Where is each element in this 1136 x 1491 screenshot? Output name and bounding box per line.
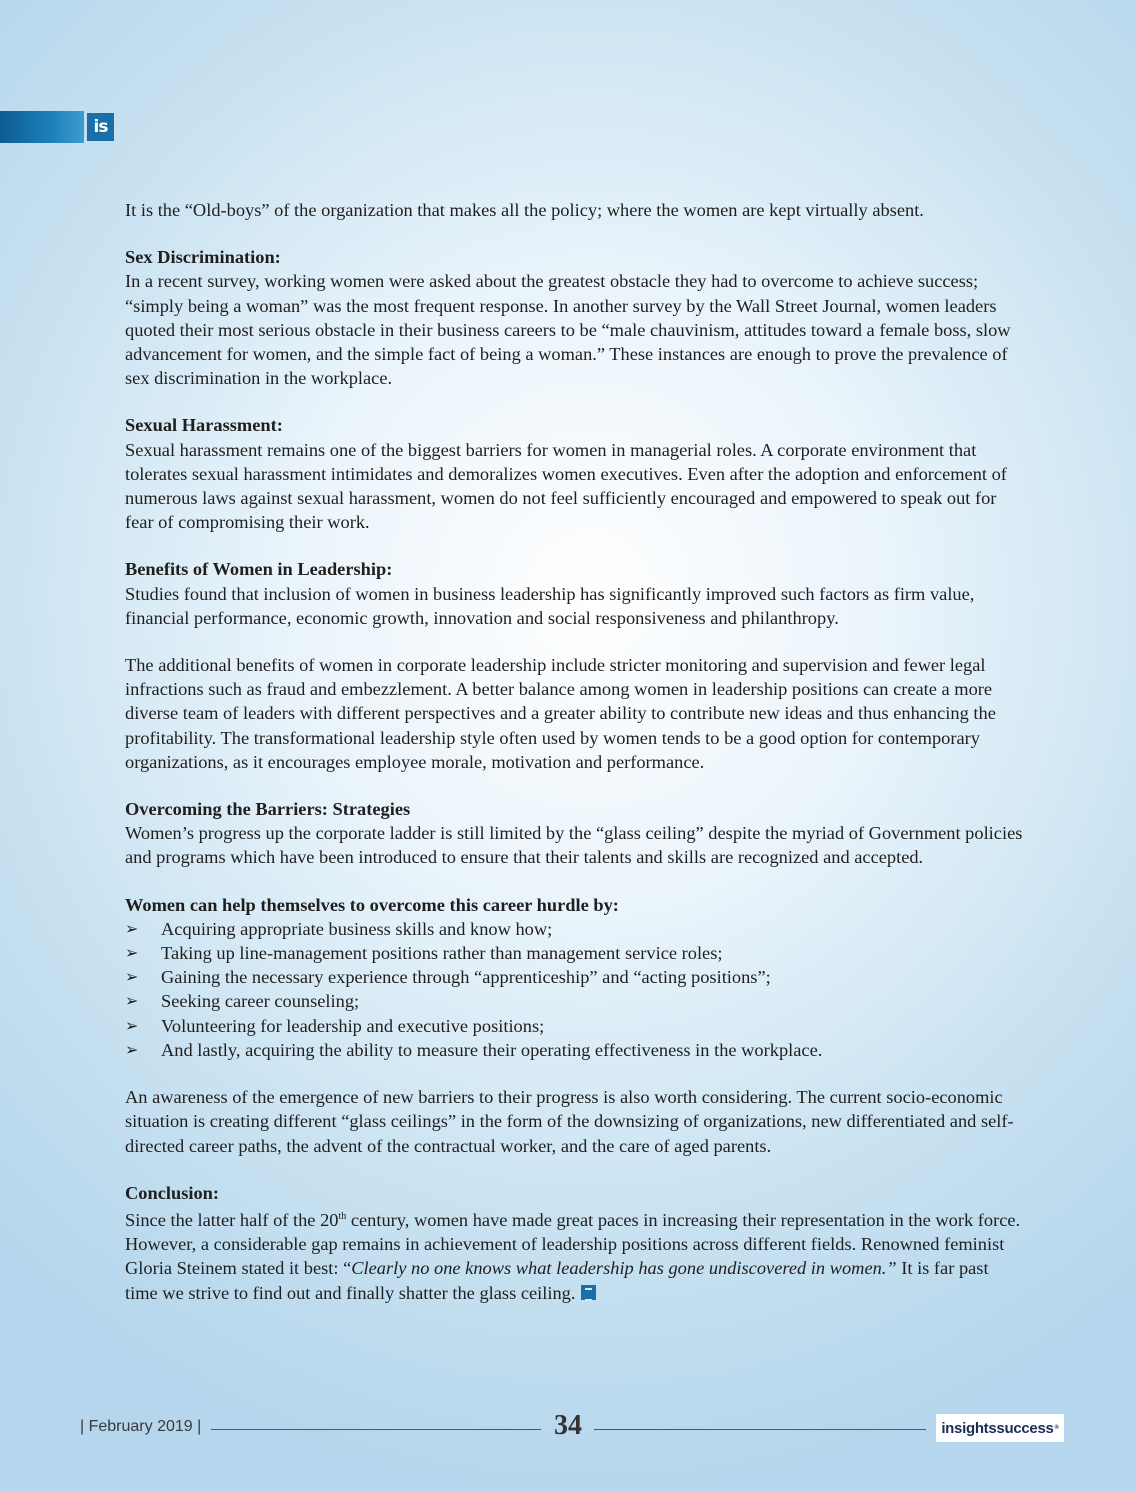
conclusion-heading: Conclusion: bbox=[125, 1182, 220, 1203]
article-body bbox=[125, 198, 1025, 1305]
arrow-bullet-icon: ➢ bbox=[125, 943, 139, 963]
page-number: 34 bbox=[554, 1410, 582, 1441]
conclusion-paragraph: Since the latter half of the 20th century, women have made great paces in increasing their representation in the work force. However, a considerable gap remains in achievement of leadership positions across different fields. Renowned feminist Gloria Steinem stated it best: “Clearly no one knows what leadership has gone undiscovered in women.” It is far past time we strive to find out and finally shatter the glass ceiling. bbox=[125, 1210, 1021, 1303]
sexual-harassment-paragraph: Sexual harassment remains one of the biggest barriers for women in managerial roles. A corporate environment that tolerates sexual harassment intimidates and demoralizes women executives. Even after the adoption and enforcement of numerous laws against sexual harassment, women do not feel sufficiently encouraged and empowered to speak out for fear of compromising their work. bbox=[125, 439, 1007, 533]
arrow-bullet-icon: ➢ bbox=[125, 918, 139, 938]
arrow-bullet-icon: ➢ bbox=[125, 991, 139, 1011]
overcoming-heading: Overcoming the Barriers: Strategies bbox=[125, 799, 411, 820]
benefits-paragraph-2: The additional benefits of women in corporate leadership include stricter monitoring and supervision and fewer legal infractions such as fraud and embezzlement. A better balance among women in leadership positions can create a more diverse team of leaders with different perspectives and a greater ability to contribute new ideas and thus enhancing the profitability. The transformational leadership style often used by women tends to be a good option for contemporary organizations, as it encourages employee morale, motivation and performance. bbox=[125, 655, 996, 772]
benefits-heading: Benefits of Women in Leadership: bbox=[125, 559, 393, 580]
benefits-paragraph: Studies found that inclusion of women in business leadership has significantly improved such factors as firm value, financial performance, economic growth, innovation and social responsiveness and philanthropy. bbox=[125, 583, 975, 628]
issue-date: | February 2019 | bbox=[80, 1418, 202, 1435]
list-item: ➢ Volunteering for leadership and executive positions; bbox=[125, 1014, 1025, 1038]
footer-divider-left bbox=[211, 1429, 541, 1430]
help-heading: Women can help themselves to overcome this career hurdle by: bbox=[125, 894, 619, 915]
sexual-harassment-heading: Sexual Harassment: bbox=[125, 415, 283, 436]
sex-discrimination-heading: Sex Discrimination: bbox=[125, 247, 281, 268]
strategies-list bbox=[125, 917, 1025, 1062]
list-item: ➢ Taking up line-management positions rather than management service roles; bbox=[125, 941, 1025, 965]
arrow-bullet-icon: ➢ bbox=[125, 1015, 139, 1035]
list-item: ➢ Seeking career counseling; bbox=[125, 989, 1025, 1013]
list-item: ➢ And lastly, acquiring the ability to measure their operating effectiveness in the workplace. bbox=[125, 1038, 1025, 1062]
overcoming-paragraph: Women’s progress up the corporate ladder is still limited by the “glass ceiling” despite the myriad of Government policies and programs which have been introduced to ensure that their talents and skills are recognized and accepted. bbox=[125, 823, 1023, 868]
arrow-bullet-icon: ➢ bbox=[125, 1039, 139, 1059]
awareness-paragraph: An awareness of the emergence of new barriers to their progress is also worth considering. The current socio-economic situation is creating different “glass ceilings” in the form of the downsizing of organizations, new differentiated and self-directed career paths, the advent of the contractual worker, and the care of aged parents. bbox=[125, 1087, 1014, 1156]
footer-divider-right bbox=[594, 1429, 926, 1430]
arrow-bullet-icon: ➢ bbox=[125, 967, 139, 987]
magazine-logo-icon: is bbox=[87, 113, 114, 141]
header-accent-bar bbox=[0, 111, 84, 143]
brand-logo: insightssuccess ® bbox=[936, 1414, 1064, 1442]
intro-paragraph: It is the “Old-boys” of the organization that makes all the policy; where the women are kept virtually absent. bbox=[125, 200, 924, 220]
list-item: ➢ Gaining the necessary experience through “apprenticeship” and “acting positions”; bbox=[125, 965, 1025, 989]
list-item: ➢ Acquiring appropriate business skills and know how; bbox=[125, 917, 1025, 941]
sex-discrimination-paragraph: In a recent survey, working women were asked about the greatest obstacle they had to overcome to achieve success; “simply being a woman” was the most frequent response. In another survey by the Wall Street Journal, women leaders quoted their most serious obstacle in their business careers to be “male chauvinism, attitudes toward a female boss, slow advancement for women, and the simple fact of being a woman.” These instances are enough to prove the prevalence of sex discrimination in the workplace. bbox=[125, 271, 1011, 389]
end-mark-icon bbox=[581, 1285, 596, 1300]
